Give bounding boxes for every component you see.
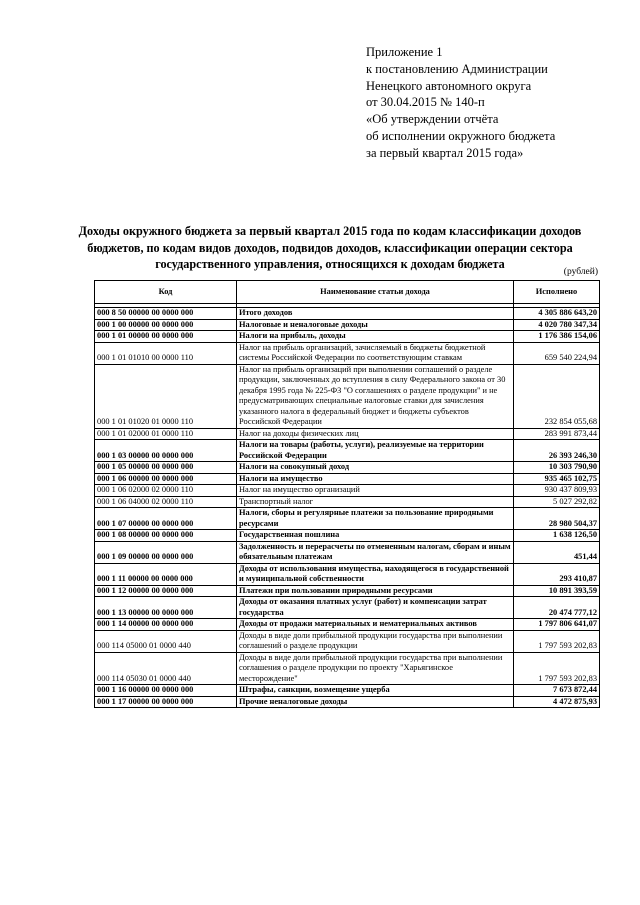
amount-cell: 26 393 246,30: [514, 440, 600, 462]
name-cell: Доходы от оказания платных услуг (работ) и компенсации затрат государства: [237, 597, 514, 619]
name-cell: Налоги на совокупный доход: [237, 462, 514, 474]
amount-cell: 232 854 055,68: [514, 364, 600, 428]
header-code: Код: [95, 281, 237, 304]
amount-cell: 4 472 875,93: [514, 696, 600, 708]
table-row: [95, 541, 600, 563]
revenue-table: [94, 280, 600, 708]
name-cell: Штрафы, санкции, возмещение ущерба: [237, 685, 514, 697]
name-cell: Налог на прибыль организаций при выполнении соглашений о разделе продукции, заключенных до вступления в силу Федерального закона от 30 декабря 1995 года № 225-ФЗ "О соглашениях о разделе продукции" и не предусматривающих специальные налоговые ставки для зачисления указанного налога в федеральный бюджет и бюджеты субъектов Российской Федерации: [237, 364, 514, 428]
name-cell: Прочие неналоговые доходы: [237, 696, 514, 708]
code-cell: 000 1 01 00000 00 0000 000: [95, 331, 237, 343]
amount-cell: 930 437 809,93: [514, 485, 600, 497]
amount-cell: 451,44: [514, 541, 600, 563]
table-row: [95, 308, 600, 320]
code-cell: 000 1 01 01020 01 0000 110: [95, 364, 237, 428]
table-body: [95, 308, 600, 708]
name-cell: Налог на прибыль организаций, зачисляемый в бюджеты бюджетной системы Российской Федерации по соответствующим ставкам: [237, 342, 514, 364]
amount-cell: 10 891 393,59: [514, 585, 600, 597]
table-row: [95, 473, 600, 485]
amount-cell: 1 797 806 641,07: [514, 619, 600, 631]
amount-cell: 293 410,87: [514, 563, 600, 585]
table-row: [95, 652, 600, 685]
code-cell: 000 1 05 00000 00 0000 000: [95, 462, 237, 474]
name-cell: Задолженность и перерасчеты по отмененным налогам, сборам и иным обязательным платежам: [237, 541, 514, 563]
table-row: [95, 508, 600, 530]
amount-cell: 283 991 873,44: [514, 428, 600, 440]
table-row: [95, 462, 600, 474]
amount-cell: 1 176 386 154,06: [514, 331, 600, 343]
name-cell: Налоги на товары (работы, услуги), реализуемые на территории Российской Федерации: [237, 440, 514, 462]
appendix-line: Ненецкого автономного округа: [366, 78, 532, 93]
code-cell: 000 1 17 00000 00 0000 000: [95, 696, 237, 708]
name-cell: Доходы в виде доли прибыльной продукции государства при выполнении соглашения о разделе продукции по проекту "Харьягинское месторождение": [237, 652, 514, 685]
amount-cell: 7 673 872,44: [514, 685, 600, 697]
table-row: [95, 428, 600, 440]
table-row: [95, 696, 600, 708]
table-row: [95, 440, 600, 462]
table-row: [95, 619, 600, 631]
name-cell: Платежи при пользовании природными ресурсами: [237, 585, 514, 597]
name-cell: Налоги на прибыль, доходы: [237, 331, 514, 343]
appendix-line: «Об утверждении отчёта: [366, 112, 499, 127]
table-header-row: [95, 281, 600, 304]
name-cell: Налоговые и неналоговые доходы: [237, 319, 514, 331]
table-row: [95, 364, 600, 428]
amount-cell: 20 474 777,12: [514, 597, 600, 619]
code-cell: 000 1 06 04000 02 0000 110: [95, 496, 237, 508]
appendix-line: от 30.04.2015 № 140-п: [366, 95, 485, 110]
document-title: Доходы окружного бюджета за первый квартал 2015 года по кодам классификации доходов бюджетов, по кодам видов доходов, подвидов доходов, классификации операции сектора государственного управления, относящихся к доходам бюджета: [78, 224, 582, 271]
code-cell: 000 114 05030 01 0000 440: [95, 652, 237, 685]
table-row: [95, 496, 600, 508]
name-cell: Налоги, сборы и регулярные платежи за пользование природными ресурсами: [237, 508, 514, 530]
amount-cell: 4 020 780 347,34: [514, 319, 600, 331]
header-name: Наименование статьи дохода: [237, 281, 514, 304]
amount-cell: 10 303 790,90: [514, 462, 600, 474]
name-cell: Налог на имущество организаций: [237, 485, 514, 497]
code-cell: 000 1 13 00000 00 0000 000: [95, 597, 237, 619]
table-row: [95, 563, 600, 585]
amount-cell: 28 980 504,37: [514, 508, 600, 530]
amount-cell: 659 540 224,94: [514, 342, 600, 364]
amount-cell: 935 465 102,75: [514, 473, 600, 485]
name-cell: Налог на доходы физических лиц: [237, 428, 514, 440]
name-cell: Итого доходов: [237, 308, 514, 320]
name-cell: Транспортный налог: [237, 496, 514, 508]
amount-cell: 1 797 593 202,83: [514, 630, 600, 652]
appendix-line: за первый квартал 2015 года»: [366, 145, 524, 160]
appendix-line: к постановлению Администрации: [366, 61, 548, 76]
amount-cell: 5 027 292,82: [514, 496, 600, 508]
code-cell: 000 1 16 00000 00 0000 000: [95, 685, 237, 697]
table-row: [95, 331, 600, 343]
code-cell: 000 1 06 02000 02 0000 110: [95, 485, 237, 497]
table-row: [95, 485, 600, 497]
code-cell: 000 1 01 01010 00 0000 110: [95, 342, 237, 364]
table-row: [95, 342, 600, 364]
table-row: [95, 319, 600, 331]
appendix-line: Приложение 1: [366, 45, 443, 59]
name-cell: Налоги на имущество: [237, 473, 514, 485]
table-row: [95, 630, 600, 652]
code-cell: 000 1 14 00000 00 0000 000: [95, 619, 237, 631]
name-cell: Государственная пошлина: [237, 530, 514, 542]
appendix-block: [366, 44, 555, 162]
table-row: [95, 530, 600, 542]
appendix-line: об исполнении окружного бюджета: [366, 128, 556, 143]
amount-cell: 1 638 126,50: [514, 530, 600, 542]
table-row: [95, 685, 600, 697]
code-cell: 000 1 08 00000 00 0000 000: [95, 530, 237, 542]
table-row: [95, 585, 600, 597]
code-cell: 000 1 07 00000 00 0000 000: [95, 508, 237, 530]
code-cell: 000 1 09 00000 00 0000 000: [95, 541, 237, 563]
code-cell: 000 1 00 00000 00 0000 000: [95, 319, 237, 331]
code-cell: 000 8 50 00000 00 0000 000: [95, 308, 237, 320]
header-amount: Исполнено: [514, 281, 600, 304]
amount-cell: 1 797 593 202,83: [514, 652, 600, 685]
amount-cell: 4 305 886 643,20: [514, 308, 600, 320]
name-cell: Доходы от продажи материальных и нематериальных активов: [237, 619, 514, 631]
code-cell: 000 1 01 02000 01 0000 110: [95, 428, 237, 440]
name-cell: Доходы в виде доли прибыльной продукции государства при выполнении соглашений о разделе продукции: [237, 630, 514, 652]
code-cell: 000 1 06 00000 00 0000 000: [95, 473, 237, 485]
name-cell: Доходы от использования имущества, находящегося в государственной и муниципальной собственности: [237, 563, 514, 585]
code-cell: 000 1 12 00000 00 0000 000: [95, 585, 237, 597]
table-row: [95, 597, 600, 619]
code-cell: 000 114 05000 01 0000 440: [95, 630, 237, 652]
code-cell: 000 1 03 00000 00 0000 000: [95, 440, 237, 462]
units-label: (рублей): [563, 267, 598, 277]
code-cell: 000 1 11 00000 00 0000 000: [95, 563, 237, 585]
